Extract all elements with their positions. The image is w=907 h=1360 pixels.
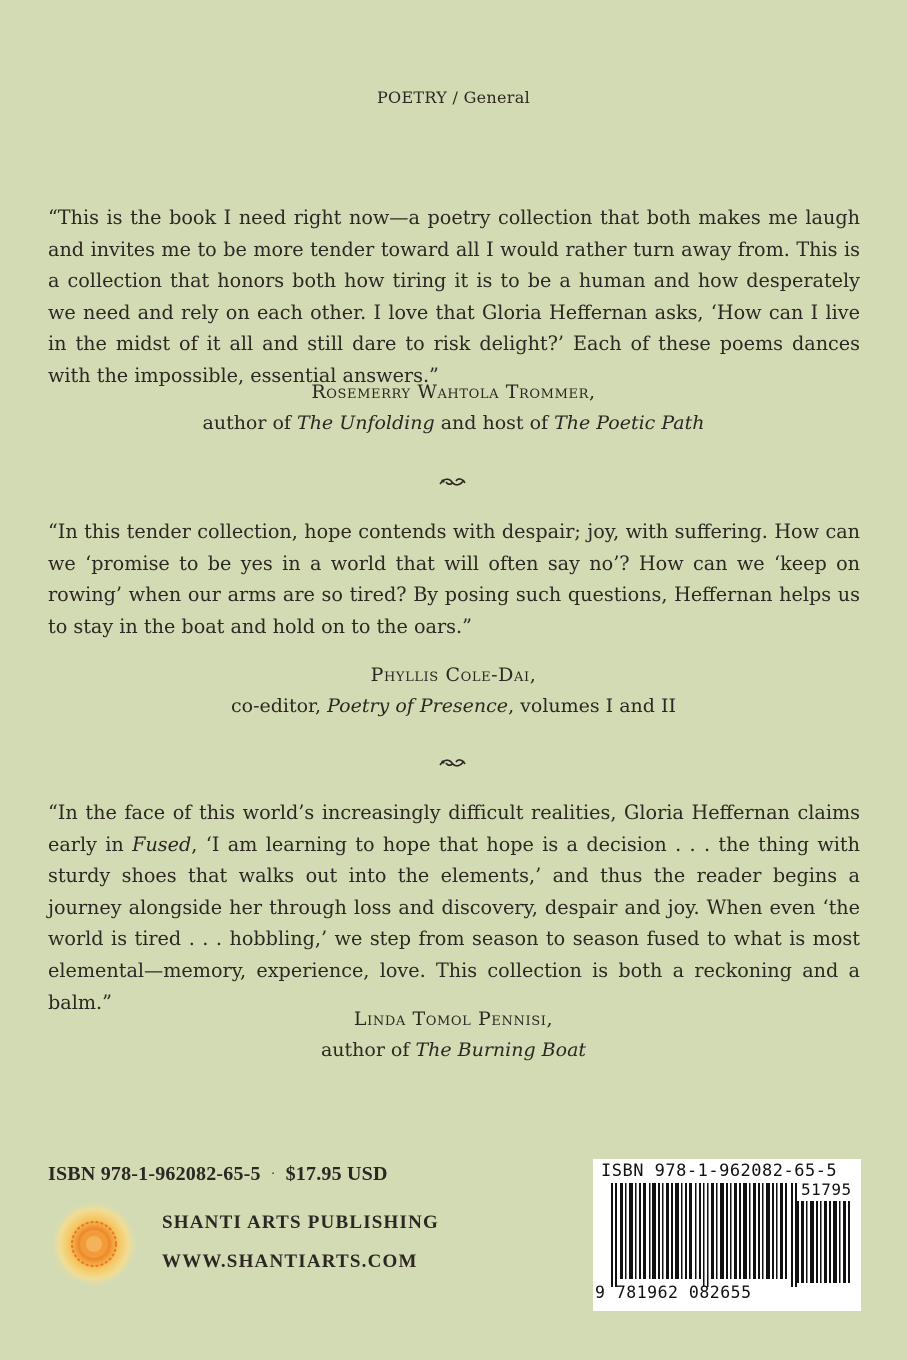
category-label: POETRY / General — [376, 88, 531, 107]
price-barcode-bars-icon — [797, 1201, 853, 1283]
isbn-price-line — [48, 1163, 388, 1186]
blurb-3-role: author of The Burning Boat — [320, 1039, 587, 1061]
blurb-3-quote: “In the face of this world’s increasingly difficult realities, Gloria Heffernan claims early in Fused, ‘I am learning to hope that hope is a decision . . . the thing with sturdy shoes that walks out into the elements,’ and thus the reader begins a journey alongside her through loss and discovery, despair and joy. When even ‘the world is tired . . . hobbling,’ we step from season to season fused to what is most elemental—memory, experience, love. This collection is both a reckoning and a balm.” — [48, 801, 860, 1014]
publisher-website[interactable]: WWW.SHANTIARTS.COM — [162, 1251, 418, 1272]
blurb-2-role: co-editor, Poetry of Presence, volumes I and II — [230, 695, 677, 717]
blurb-1-attribution — [0, 377, 907, 439]
blurb-1-quote: “This is the book I need right now—a poetry collection that both makes me laugh and invites me to be more tender toward all I would rather turn away from. This is a collection that honors both how tiring it is to be a human and how desperately we need and rely on each other. I love that Gloria Heffernan asks, ‘How can I live in the midst of it all and still dare to risk delight?’ Each of these poems dances with the impossible, essential answers.” — [48, 206, 860, 387]
isbn-text: ISBN 978-1-962082-65-5 — [48, 1163, 261, 1185]
blurb-2-attribution — [0, 660, 907, 722]
blurb-2-name: Phyllis Cole-Dai, — [370, 664, 537, 686]
blurb-1-name: Rosemerry Wahtola Trommer, — [311, 381, 596, 403]
blurb-3-attribution — [0, 1004, 907, 1066]
sun-logo-icon — [50, 1200, 138, 1288]
barcode — [593, 1159, 861, 1311]
barcode-isbn-label: ISBN 978-1-962082-65-5 — [601, 1161, 838, 1181]
ornament-divider-1 — [438, 475, 468, 489]
publisher-name: SHANTI ARTS PUBLISHING — [162, 1212, 440, 1233]
blurb-1-role: author of The Unfolding and host of The Poetic Path — [202, 412, 705, 434]
ornament-divider-2 — [438, 756, 468, 770]
barcode-price-code: 51795 — [801, 1180, 852, 1199]
barcode-ean-digits: 9 781962 082655 — [595, 1283, 752, 1302]
blurb-3-name: Linda Tomol Pennisi, — [353, 1008, 554, 1030]
separator: · — [270, 1167, 276, 1182]
blurb-2-quote: “In this tender collection, hope contends with despair; joy, with suffering. How can we ‘promise to be yes in a world that will often say no’? How can we ‘keep on rowing’ when our arms are so tired? By posing such questions, Heffernan helps us to stay in the boat and hold on to the oars.” — [48, 520, 860, 638]
price-text: $17.95 USD — [285, 1163, 388, 1185]
